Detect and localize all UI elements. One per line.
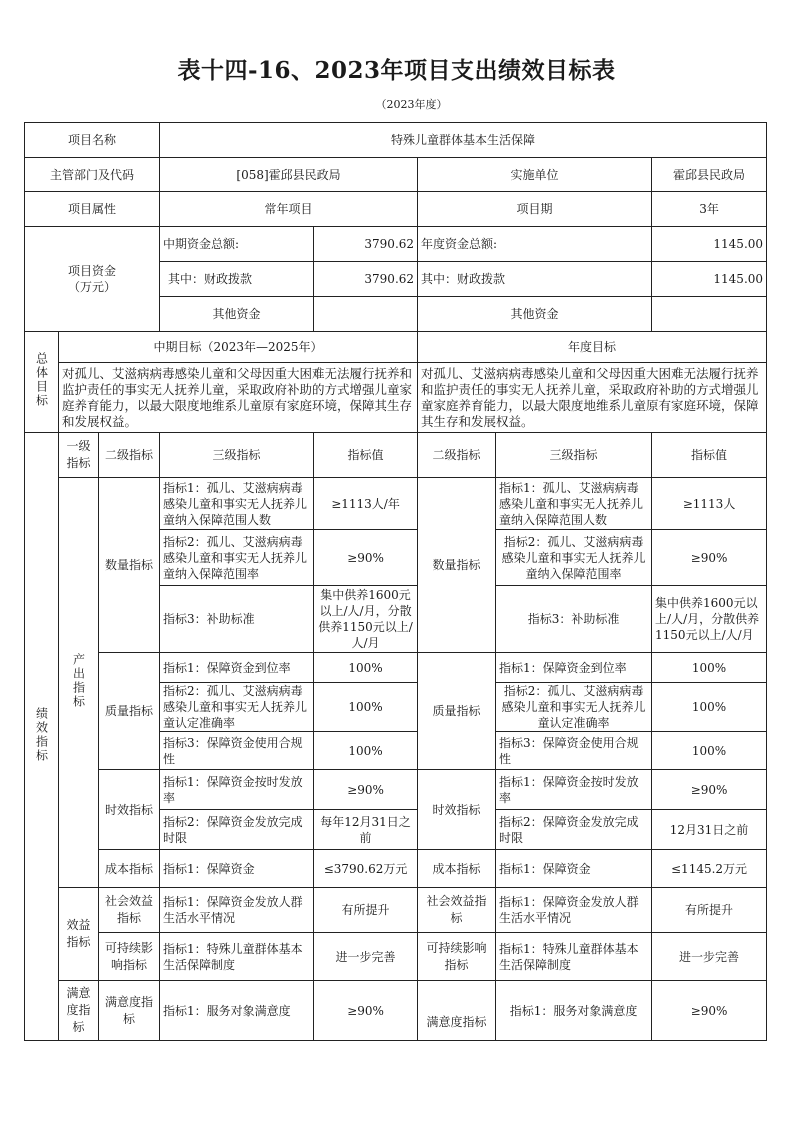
year-total-value: 1145.00 (652, 227, 767, 262)
satisfaction-label-year: 满意度指标 (418, 981, 496, 1041)
impl-label: 实施单位 (418, 158, 652, 192)
mid-l3: 指标1：服务对象满意度 (160, 981, 314, 1041)
mid-l3: 指标2：孤儿、艾滋病病毒感染儿童和事实无人抚养儿童纳入保障范围率 (160, 530, 314, 586)
year-value: 集中供养1600元以上/人/月，分散供养1150元以上/人/月 (652, 586, 767, 653)
year-value: ≥90% (652, 770, 767, 810)
year-other-value (652, 297, 767, 332)
year-value: ≥90% (652, 981, 767, 1041)
overall-goal-label: 总体目标 (25, 332, 59, 433)
mid-value: 有所提升 (314, 888, 418, 933)
year-other-label: 其他资金 (418, 297, 652, 332)
year-l3: 指标1：服务对象满意度 (496, 981, 652, 1041)
year-value: 100% (652, 653, 767, 683)
year-goal-text: 对孤儿、艾滋病病毒感染儿童和父母因重大困难无法履行抚养和监护责任的事实无人抚养儿童，采取政府补助的方式增强儿童家庭养育能力，以最大限度地维系儿童原有家庭环境，保障其生存和发展权益。 (418, 363, 767, 433)
mid-goal-text: 对孤儿、艾滋病病毒感染儿童和父母因重大困难无法履行抚养和监护责任的事实无人抚养儿童，采取政府补助的方式增强儿童家庭养育能力，以最大限度地维系儿童原有家庭环境，保障其生存和发展权益。 (59, 363, 418, 433)
year-l3: 指标3：保障资金使用合规性 (496, 732, 652, 770)
mid-value: 100% (314, 683, 418, 732)
quality-label-mid: 质量指标 (99, 653, 160, 770)
mid-value: ≥90% (314, 530, 418, 586)
year-value: 有所提升 (652, 888, 767, 933)
year-value: 100% (652, 683, 767, 732)
year-value: ≥1113人 (652, 478, 767, 530)
project-name-value: 特殊儿童群体基本生活保障 (160, 123, 767, 158)
mid-goal-header: 中期目标（2023年—2025年） (59, 332, 418, 363)
header-level2-mid: 二级指标 (99, 433, 160, 478)
mid-l3: 指标2：孤儿、艾滋病病毒感染儿童和事实无人抚养儿童认定准确率 (160, 683, 314, 732)
header-level1: 一级指标 (59, 433, 99, 478)
mid-l3: 指标2：保障资金发放完成时限 (160, 810, 314, 850)
mid-l3: 指标1：特殊儿童群体基本生活保障制度 (160, 933, 314, 981)
year-fiscal-value: 1145.00 (652, 262, 767, 297)
year-value: 100% (652, 732, 767, 770)
quantity-label-mid: 数量指标 (99, 478, 160, 653)
year-l3: 指标1：保障资金按时发放率 (496, 770, 652, 810)
mid-fiscal-value: 3790.62 (314, 262, 418, 297)
impl-value: 霍邱县民政局 (652, 158, 767, 192)
sustain-label-mid: 可持续影响指标 (99, 933, 160, 981)
header-value-mid: 指标值 (314, 433, 418, 478)
mid-fiscal-label: 其中：财政拨款 (160, 262, 314, 297)
header-level2-year: 二级指标 (418, 433, 496, 478)
year-value: ≤1145.2万元 (652, 850, 767, 888)
mid-value: 进一步完善 (314, 933, 418, 981)
year-value: 进一步完善 (652, 933, 767, 981)
year-l3: 指标1：保障资金发放人群生活水平情况 (496, 888, 652, 933)
mid-other-label: 其他资金 (160, 297, 314, 332)
quality-label-year: 质量指标 (418, 653, 496, 770)
period-value: 3年 (652, 192, 767, 227)
quantity-label-year: 数量指标 (418, 478, 496, 653)
cost-label-year: 成本指标 (418, 850, 496, 888)
year-l3: 指标2：孤儿、艾滋病病毒感染儿童和事实无人抚养儿童纳入保障范围率 (496, 530, 652, 586)
attr-value: 常年项目 (160, 192, 418, 227)
attr-label: 项目属性 (25, 192, 160, 227)
period-label: 项目期 (418, 192, 652, 227)
mid-value: ≥1113人/年 (314, 478, 418, 530)
social-label-year: 社会效益指标 (418, 888, 496, 933)
timeliness-label-mid: 时效指标 (99, 770, 160, 850)
document-year: （2023年度） (375, 98, 448, 111)
mid-value: ≤3790.62万元 (314, 850, 418, 888)
mid-l3: 指标1：孤儿、艾滋病病毒感染儿童和事实无人抚养儿童纳入保障范围人数 (160, 478, 314, 530)
header-level3-year: 三级指标 (496, 433, 652, 478)
year-l3: 指标1：保障资金到位率 (496, 653, 652, 683)
mid-value: 集中供养1600元以上/人/月，分散供养1150元以上/人/月 (314, 586, 418, 653)
mid-total-value: 3790.62 (314, 227, 418, 262)
year-goal-header: 年度目标 (418, 332, 767, 363)
header-value-year: 指标值 (652, 433, 767, 478)
benefit-indicator-label: 效益指标 (59, 888, 99, 981)
satisfaction-indicator-label: 满意度指标 (59, 981, 99, 1041)
mid-value: ≥90% (314, 981, 418, 1041)
mid-l3: 指标1：保障资金到位率 (160, 653, 314, 683)
mid-value: ≥90% (314, 770, 418, 810)
fund-label: 项目资金 （万元） (25, 227, 160, 332)
project-name-label: 项目名称 (25, 123, 160, 158)
social-label-mid: 社会效益指标 (99, 888, 160, 933)
mid-total-label: 中期资金总额: (160, 227, 314, 262)
performance-target-table (24, 122, 767, 1041)
sustain-label-year: 可持续影响指标 (418, 933, 496, 981)
year-l3: 指标2：孤儿、艾滋病病毒感染儿童和事实无人抚养儿童认定准确率 (496, 683, 652, 732)
dept-value: [058]霍邱县民政局 (160, 158, 418, 192)
output-indicator-label: 产出指标 (59, 478, 99, 888)
cost-label-mid: 成本指标 (99, 850, 160, 888)
mid-other-value (314, 297, 418, 332)
dept-label: 主管部门及代码 (25, 158, 160, 192)
year-l3: 指标1：保障资金 (496, 850, 652, 888)
performance-indicator-label: 绩效指标 (25, 433, 59, 1041)
timeliness-label-year: 时效指标 (418, 770, 496, 850)
mid-value: 100% (314, 732, 418, 770)
year-l3: 指标1：特殊儿童群体基本生活保障制度 (496, 933, 652, 981)
satisfaction-label-mid: 满意度指标 (99, 981, 160, 1041)
mid-l3: 指标1：保障资金发放人群生活水平情况 (160, 888, 314, 933)
year-l3: 指标1：孤儿、艾滋病病毒感染儿童和事实无人抚养儿童纳入保障范围人数 (496, 478, 652, 530)
mid-value: 100% (314, 653, 418, 683)
mid-l3: 指标3：保障资金使用合规性 (160, 732, 314, 770)
document-title: 表十四-16、2023年项目支出绩效目标表 (177, 57, 616, 84)
year-l3: 指标2：保障资金发放完成时限 (496, 810, 652, 850)
mid-l3: 指标1：保障资金按时发放率 (160, 770, 314, 810)
header-level3-mid: 三级指标 (160, 433, 314, 478)
year-l3: 指标3：补助标准 (496, 586, 652, 653)
mid-l3: 指标1：保障资金 (160, 850, 314, 888)
year-value: ≥90% (652, 530, 767, 586)
year-fiscal-label: 其中：财政拨款 (418, 262, 652, 297)
mid-l3: 指标3：补助标准 (160, 586, 314, 653)
year-value: 12月31日之前 (652, 810, 767, 850)
mid-value: 每年12月31日之前 (314, 810, 418, 850)
year-total-label: 年度资金总额: (418, 227, 652, 262)
